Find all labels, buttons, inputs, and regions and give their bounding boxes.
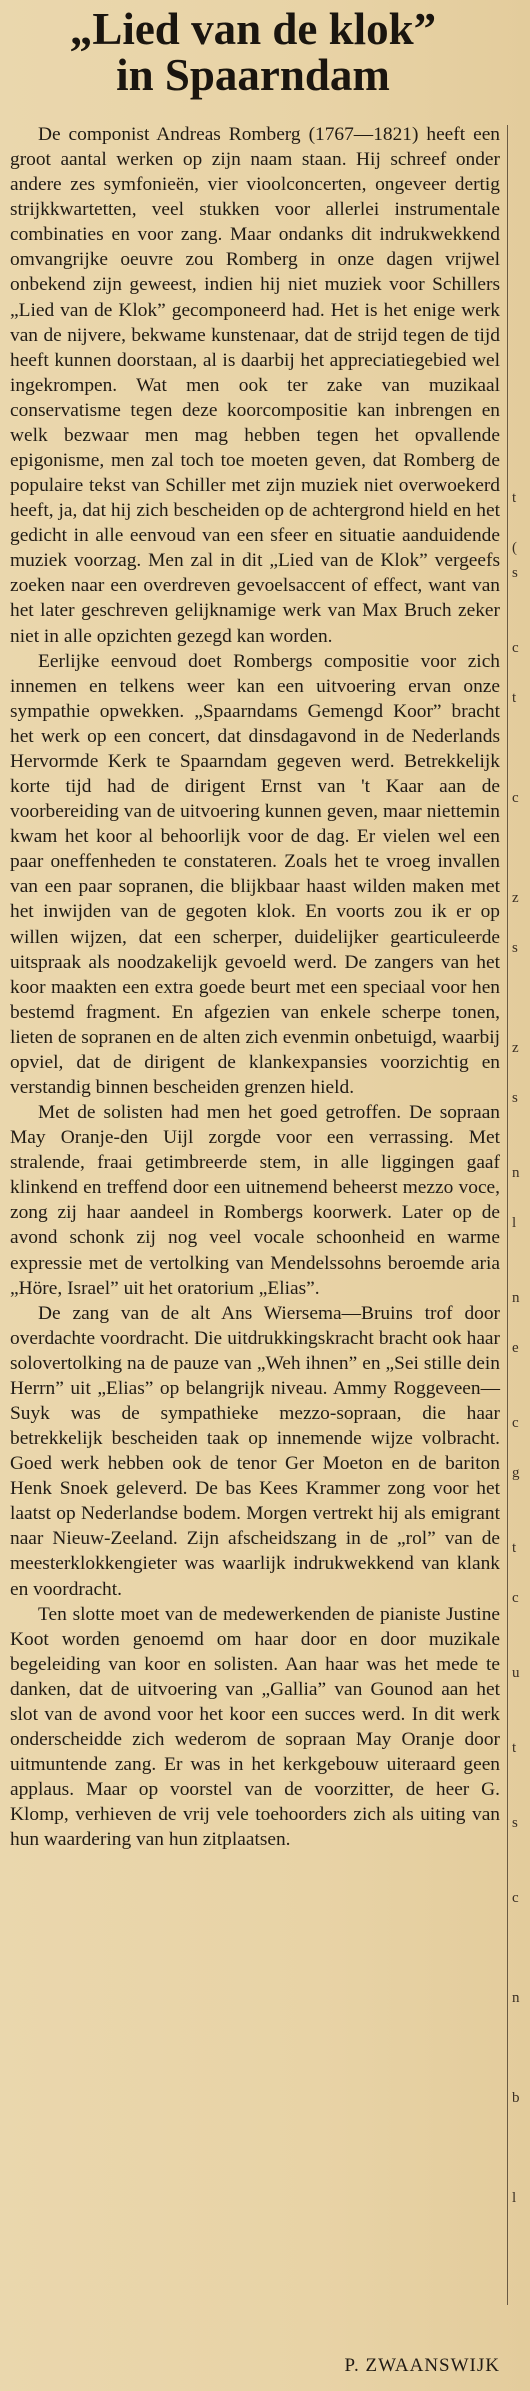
article-paragraph: De componist Andreas Romberg (1767—1821) heeft een groot aantal werken op zijn naam staan. Hij schreef onder andere zes symfonieën, vier vioolconcerten, ongeveer dertig strijkkwartetten, veel stukken voor allerlei instrumentale combinaties en voor zang. Maar ondanks dit indrukwekkend omvangrijke oeuvre zou Romberg in onze dagen vrijwel onbekend zijn geweest, indien hij niet muziek voor Schillers „Lied van de Klok” gecomponeerd had. Het is het enige werk van de nijvere, bekwame kunstenaar, dat de strijd tegen de tijd heeft kunnen doorstaan, al is daarbij het appreciatiegebied wel ingekrompen. Wat men ook ter zake van muzikaal conservatisme tegen deze koorcompositie kan inbrengen en welk bezwaar men mag hebben tegen het opvallende epigonisme, men zal toch toe moeten geven, dat Romberg de populaire tekst van Schiller met zijn muziek niet overwoekerd heeft, ja, dat hij zich bescheiden op de achtergrond hield en het gedicht in alle eenvoud van een sfeer en situatie aanduidende muziek voorzag. Men zal in dit „Lied van de Klok” vergeefs zoeken naar een overdreven gevoelsaccent of effect, want van het later geschreven gelijknamige werk van Max Bruch zeker niet in alle opzichten gezegd kan worden.: [10, 124, 500, 647]
adjacent-column-fragment: c: [512, 640, 519, 656]
adjacent-column-fragment: b: [512, 2090, 520, 2106]
adjacent-column-fragment: n: [512, 1990, 520, 2006]
adjacent-column-fragment: e: [512, 1340, 519, 1356]
adjacent-column-fragment: l: [512, 2190, 517, 2206]
adjacent-column-fragment: n: [512, 1165, 520, 1181]
adjacent-column-fragment: t: [512, 690, 517, 706]
headline-line-1: „Lied van de klok”: [69, 4, 437, 54]
article-paragraph: Eerlijke eenvoud doet Rombergs compositie voor zich innemen en telkens weer kan een uitvoering ervan onze sympathie opwekken. „Spaarndams Gemengd Koor” bracht het werk op een concert, dat dinsdagavond in de Nederlands Hervormde Kerk te Spaarndam gegeven werd. Betrekkelijk korte tijd had de dirigent Ernst van 't Kaar aan de voorbereiding van de uitvoering kunnen geven, maar niettemin kwam het koor al behoorlijk voor de dag. Er vielen wel een paar oneffenheden te constateren. Zoals het te vroeg invallen van een paar sopranen, die blijkbaar haast wilden maken met het inwijden van de gegoten klok. En voorts zou ik er op willen wijzen, dat een scherper, duidelijker gearticuleerde uitspraak als noodzakelijk gevoeld werd. De zangers van het koor maakten een extra goede beurt met een speciaal voor hen bestemd fragment. En afgezien van enkele scherpe tonen, lieten de sopranen en de alten zich evenmin onbetuigd, waarbij opviel, dat de dirigent de klankexpansies voorzichtig en verstandig binnen bescheiden grenzen hield.: [10, 650, 500, 1098]
adjacent-column-fragment: u: [512, 1665, 520, 1681]
adjacent-column-fragment: z: [512, 1040, 519, 1056]
adjacent-column-fragment: s: [512, 1090, 518, 1106]
adjacent-column-fragment: c: [512, 1890, 519, 1906]
adjacent-column-fragment: z: [512, 890, 519, 906]
article-headline: [0, 6, 506, 98]
adjacent-column-fragment: g: [512, 1465, 520, 1481]
adjacent-column-fragment: s: [512, 940, 518, 956]
adjacent-column-fragment: c: [512, 790, 519, 806]
adjacent-column-fragment: c: [512, 1590, 519, 1606]
article-paragraph: Ten slotte moet van de medewerkenden de pianiste Justine Koot worden genoemd om haar door en door muzikale begeleiding van koor en solisten. Aan haar was het mede te danken, dat de uitvoering van „Gallia” van Gounod aan het slot van de avond voor het koor een succes werd. In dit werk onderscheidde zich wederom de sopraan May Oranje door uitmuntende zang. Er was in het kerkgebouw uiteraard geen applaus. Maar op voorstel van de voorzitter, de heer G. Klomp, verhieven de vrij vele toehoorders zich als uiting van hun waardering van hun zitplaatsen.: [10, 1603, 500, 1851]
adjacent-column-fragment: n: [512, 1290, 520, 1306]
adjacent-column-fragment: t: [512, 490, 517, 506]
article-paragraph: Met de solisten had men het goed getroffen. De sopraan May Oranje-den Uijl zorgde voor een verrassing. Met stralende, fraai getimbreerde stem, in alle liggingen gaaf klinkend en treffend door een uitnemend beheerst mezzo voce, zong zij haar aandeel in Rombergs koorwerk. Later op de avond schonk zij nog veel vocale schoonheid en warme expressie met de vertolking van Mendelssohns beroemde aria „Höre, Israel” uit het oratorium „Elias”.: [10, 1102, 500, 1299]
adjacent-column-fragment: (: [512, 540, 517, 556]
author-signature: P. ZWAANSWIJK: [344, 2355, 500, 2376]
article-body: [10, 122, 500, 1852]
adjacent-column-fragment: t: [512, 1740, 517, 1756]
adjacent-column-fragment: t: [512, 1540, 517, 1556]
adjacent-column-fragment: c: [512, 1415, 519, 1431]
adjacent-column-fragment: s: [512, 565, 518, 581]
headline-line-2: in Spaarndam: [116, 50, 390, 100]
adjacent-column-fragment: l: [512, 1215, 517, 1231]
column-divider: [507, 125, 508, 2305]
article-paragraph: De zang van de alt Ans Wiersema—Bruins trof door overdachte voordracht. Die uitdrukkingskracht bracht ook haar solovertolking na de pauze van „Weh ihnen” en „Sei stille dein Herrn” uit „Elias” op belangrijk niveau. Ammy Roggeveen—Suyk was de sympathieke mezzo-sopraan, die haar betrekkelijk bescheiden taak op innemende wijze volbracht. Goed werk hebben ook de tenor Ger Moeton en de bariton Henk Snoek geleverd. De bas Kees Krammer zong voor het laatst op Nederlandse bodem. Morgen vertrekt hij als emigrant naar Nieuw-Zeeland. Zijn afscheidszang in de „rol” van de meesterklokkengieter was waarlijk indrukwekkend van klank en voordracht.: [10, 1302, 500, 1600]
adjacent-column-fragment: s: [512, 1815, 518, 1831]
